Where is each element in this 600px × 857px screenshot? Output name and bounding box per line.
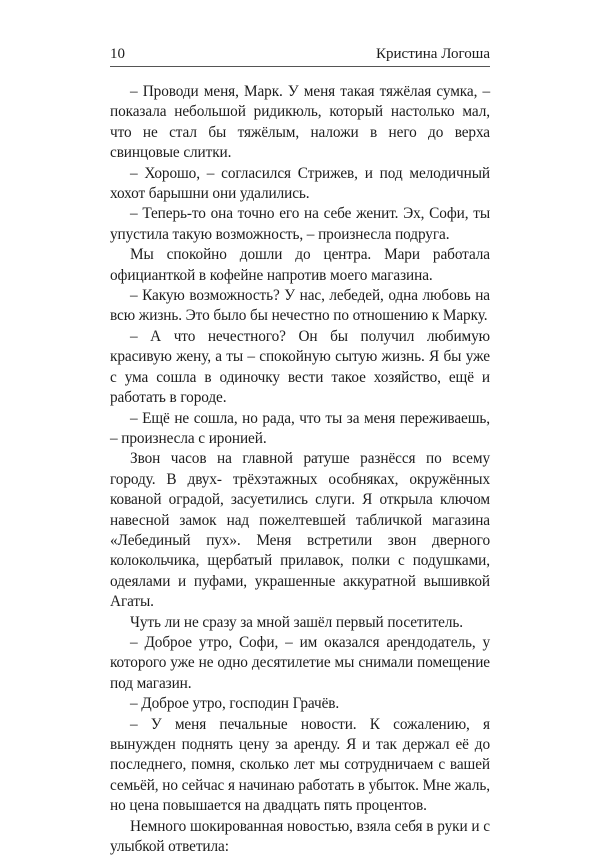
paragraph: Немного шокированная новостью, взяла себя в руки и с улыбкой ответила: (110, 817, 490, 856)
paragraph: – Какую возможность? У нас, лебедей, одна любовь на всю жизнь. Это было бы нечестно по отношению к Марку. (110, 287, 490, 325)
paragraph: – А что нечестного? Он бы получил любимую красивую жену, а ты – спокойную сытую жизнь. Я бы уже с ума сошла в одиночку вести такое хозяйство, ещё и работать в городе. (110, 327, 490, 407)
paragraph: – Ещё не сошла, но рада, что ты за меня переживаешь, – произнесла с иронией. (110, 409, 490, 447)
paragraph: Чуть ли не сразу за мной зашёл первый посетитель. (130, 613, 463, 631)
paragraph: – Доброе утро, Софи, – им оказался арендодатель, у которого уже не одно десятилетие мы снимали помещение под магазин. (110, 633, 490, 692)
running-header (110, 42, 490, 66)
paragraph: – У меня печальные новости. К сожалению, я вынужден поднять цену за аренду. Я и так держал её до последнего, помня, сколько лет мы сотрудничаем с вашей семьёй, но сейчас я начинаю работать в убыток. Мне жаль, но цена повышается на двадцать пять процентов. (110, 715, 490, 815)
paragraph: – Доброе утро, господин Грачёв. (130, 695, 340, 713)
paragraph: – Теперь-то она точно его на себе женит. Эх, Софи, ты упустила такую возможность, – произнесла подруга. (110, 205, 490, 243)
paragraph: – Проводи меня, Марк. У меня такая тяжёлая сумка, – показала небольшой ридикюль, который настолько мал, что не стал бы тяжёлым, наложи в него до верха свинцовые слитки. (110, 83, 490, 162)
paragraph: – Хорошо, – согласился Стрижев, и под мелодичный хохот барышни они удалились. (110, 164, 490, 203)
running-title: Кристина Логоша (376, 46, 490, 62)
page-number: 10 (110, 46, 125, 62)
paragraph: Звон часов на главной ратуше разнёсся по всему городу. В двух- трёхэтажных особняках, окружённых кованой оградой, засуетились слуги. Я открыла ключом навесной замок над пожелтевшей табличкой магазина «Лебединый пух». Меня встретили звон дверного колокольчика, щербатый прилавок, полки с подушками, одеялами и пуфами, украшенные аккуратной вышивкой Агаты. (110, 450, 490, 611)
page-body (110, 82, 490, 857)
paragraph: Мы спокойно дошли до центра. Мари работала официанткой в кофейне напротив моего магазина. (110, 246, 490, 284)
header-rule (110, 66, 490, 67)
